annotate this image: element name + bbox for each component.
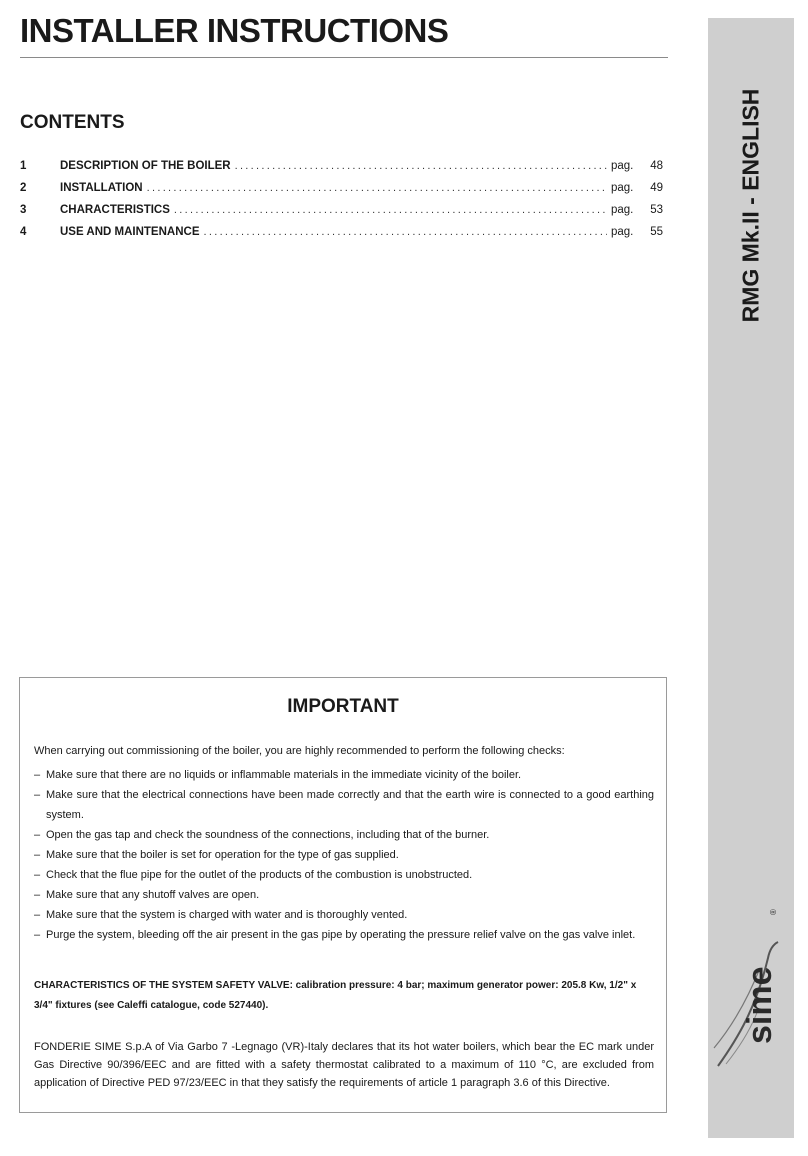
checklist-item: – Purge the system, bleeding off the air present in the gas pipe by operating the pressure relief valve on the gas valve inlet. xyxy=(34,925,654,945)
toc-entry-description[interactable] xyxy=(20,160,663,182)
language-sidebar xyxy=(708,18,794,1138)
toc-number: 2 xyxy=(20,182,27,194)
checklist-item: – Check that the flue pipe for the outlet of the products of the combustion is unobstructed. xyxy=(34,865,654,885)
toc-title: USE AND MAINTENANCE xyxy=(60,226,200,238)
sime-logo-icon xyxy=(708,898,794,1068)
checklist-item: – Open the gas tap and check the soundness of the connections, including that of the burner. xyxy=(34,825,654,845)
toc-leader xyxy=(235,160,607,172)
checklist xyxy=(34,765,654,945)
toc-title: DESCRIPTION OF THE BOILER xyxy=(60,160,231,172)
toc-pag-label: pag. xyxy=(611,160,634,172)
checklist-item: – Make sure that the system is charged with water and is thoroughly vented. xyxy=(34,905,654,925)
checklist-item: – Make sure that the boiler is set for operation for the type of gas supplied. xyxy=(34,845,654,865)
toc-leader xyxy=(204,226,608,238)
title-divider xyxy=(20,57,668,58)
toc-entry-use-maintenance[interactable] xyxy=(20,226,663,248)
checklist-item: – Make sure that the electrical connections have been made correctly and that the earth wire is connected to a good earthing system. xyxy=(34,785,654,825)
toc-page-number: 53 xyxy=(650,204,663,216)
contents-heading: CONTENTS xyxy=(20,112,125,133)
safety-valve-text: calibration pressure: 4 bar; maximum generator power: 205.8 Kw, 1/2" x 3/4" fixtures (see Caleffi catalogue, code 527440). xyxy=(34,980,637,1011)
sidebar-label: RMG Mk.II - ENGLISH xyxy=(737,88,764,323)
toc-leader xyxy=(174,204,607,216)
toc-page-number: 55 xyxy=(650,226,663,238)
toc-page-number: 48 xyxy=(650,160,663,172)
table-of-contents xyxy=(20,160,663,248)
important-intro: When carrying out commissioning of the boiler, you are highly recommended to perform the following checks: xyxy=(34,745,565,757)
toc-entry-installation[interactable] xyxy=(20,182,663,204)
safety-valve-label: CHARACTERISTICS OF THE SYSTEM SAFETY VALVE: xyxy=(34,980,293,991)
toc-title: CHARACTERISTICS xyxy=(60,204,170,216)
toc-leader xyxy=(147,182,607,194)
logo-registered-mark: ® xyxy=(769,909,778,915)
page-title: INSTALLER INSTRUCTIONS xyxy=(20,12,449,49)
toc-title: INSTALLATION xyxy=(60,182,143,194)
toc-page-number: 49 xyxy=(650,182,663,194)
toc-pag-label: pag. xyxy=(611,204,634,216)
logo-wordmark: sime xyxy=(741,966,779,1044)
checklist-item: – Make sure that there are no liquids or inflammable materials in the immediate vicinity of the boiler. xyxy=(34,765,654,785)
toc-number: 4 xyxy=(20,226,27,238)
important-box xyxy=(19,677,667,1113)
checklist-item: – Make sure that any shutoff valves are open. xyxy=(34,885,654,905)
toc-number: 3 xyxy=(20,204,27,216)
conformity-declaration: FONDERIE SIME S.p.A of Via Garbo 7 -Legnago (VR)-Italy declares that its hot water boilers, which bear the EC mark under Gas Directive 90/396/EEC and are fitted with a safety thermostat calibrated to a maximum of 110 °C, are excluded from application of Directive PED 97/23/EEC in that they satisfy the requirements of article 1 paragraph 3.6 of this Directive. xyxy=(34,1041,654,1089)
toc-entry-characteristics[interactable] xyxy=(20,204,663,226)
important-heading: IMPORTANT xyxy=(287,696,399,717)
toc-pag-label: pag. xyxy=(611,182,634,194)
safety-valve-note xyxy=(34,976,654,1016)
toc-pag-label: pag. xyxy=(611,226,634,238)
toc-number: 1 xyxy=(20,160,27,172)
